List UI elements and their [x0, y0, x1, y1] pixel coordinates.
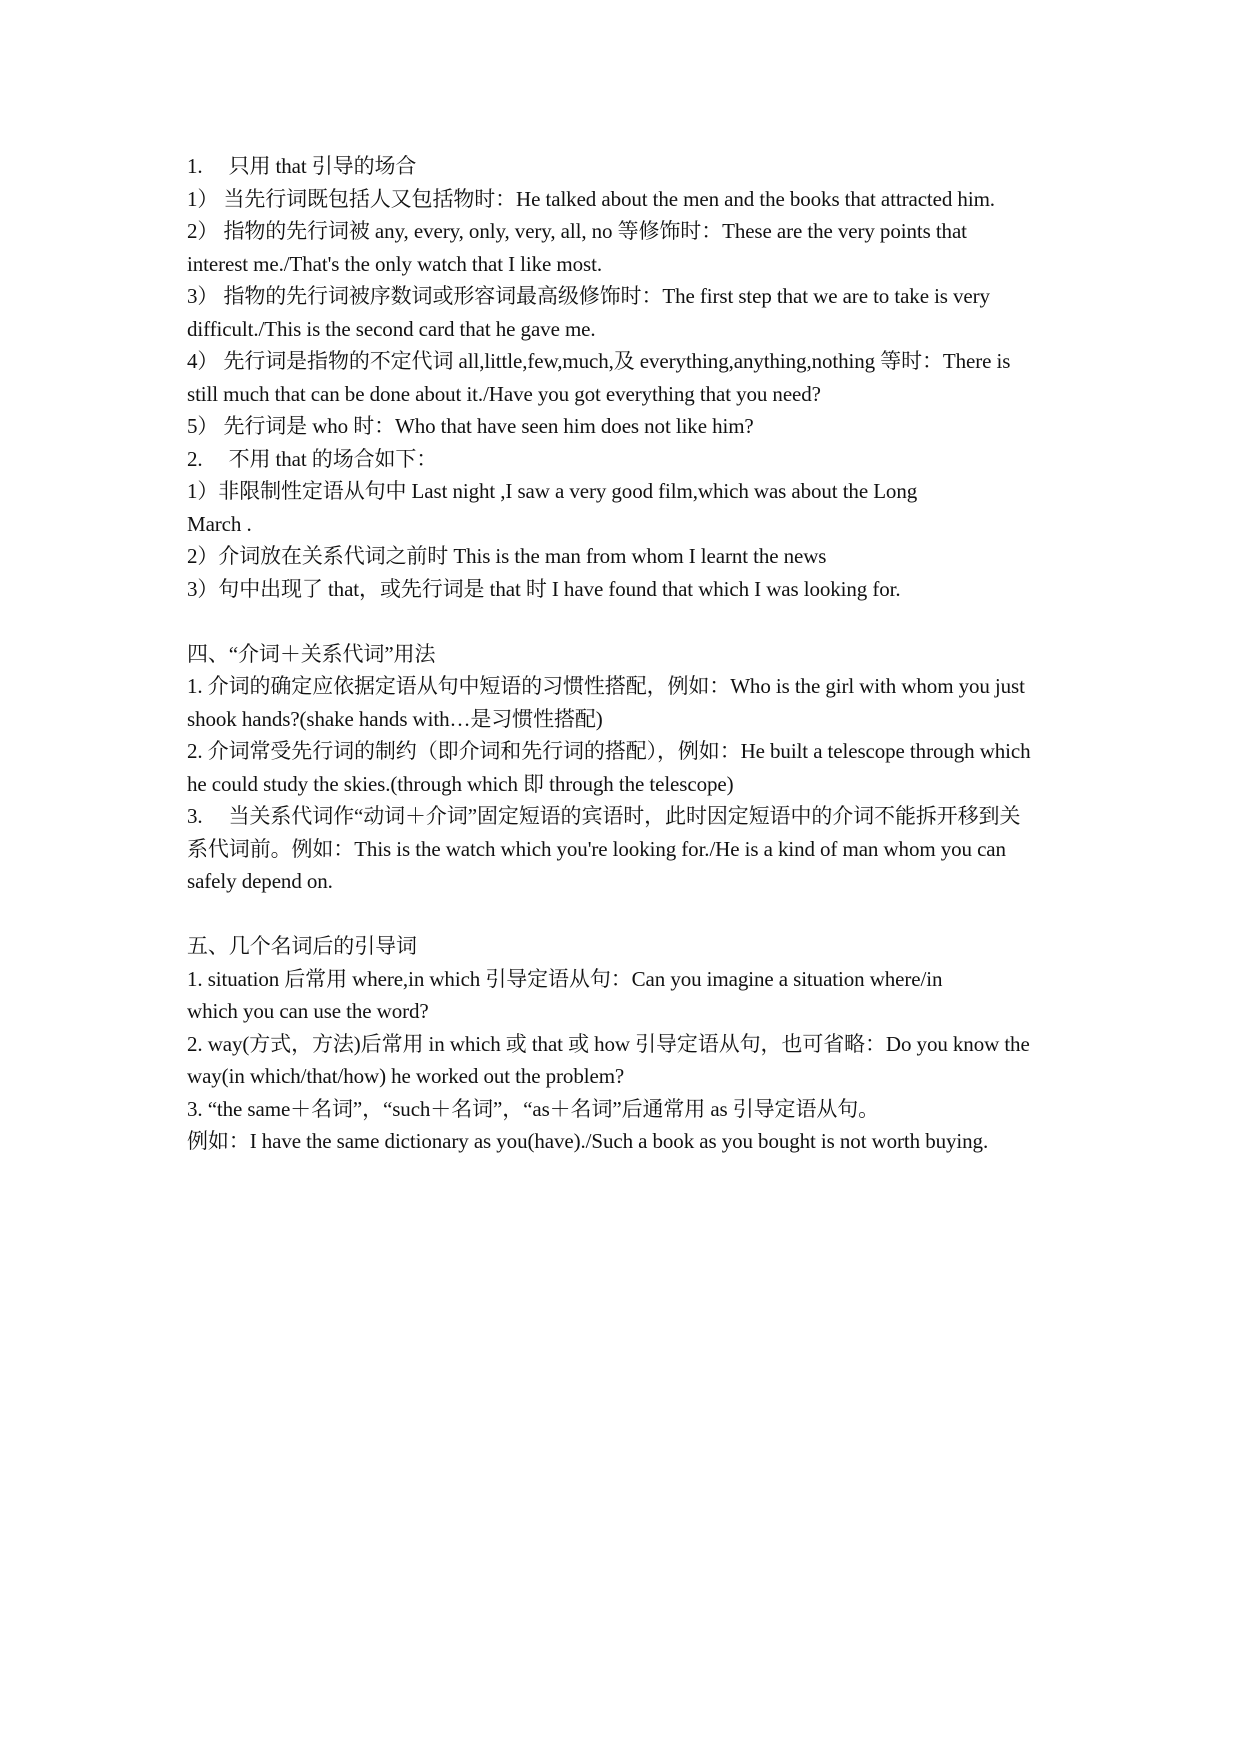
rule-1-3: 3） 指物的先行词被序数词或形容词最高级修饰时：The first step that we are to take is very [187, 284, 990, 308]
rule-1-4-cont: still much that can be done about it./Have you got everything that you need? [187, 381, 821, 406]
rule-2-1-cont: March . [187, 511, 252, 536]
section-4-item-3-cont-2: safely depend on. [187, 869, 333, 893]
rule-1-1: 1） 当先行词既包括人又包括物时：He talked about the men and the books that attracted him. [187, 186, 995, 211]
rule-2-1: 1）非限制性定语从句中 Last night ,I saw a very good film,which was about the Long [187, 479, 918, 503]
rule-1-4: 4） 先行词是指物的不定代词 all,little,few,much,及 everything,anything,nothing 等时：There is [187, 349, 1011, 373]
document-body [187, 150, 1067, 1158]
paragraph-gap [187, 898, 1067, 931]
paragraph-gap [187, 605, 1067, 638]
section-4-item-3: 3. 当关系代词作“动词＋介词”固定短语的宾语时，此时因定短语中的介词不能拆开移到关 [187, 804, 1021, 828]
section-5-item-1-cont: which you can use the word? [187, 999, 429, 1023]
section-5-item-2: 2. way(方式，方法)后常用 in which 或 that 或 how 引导定语从句，也可省略：Do you know the [187, 1031, 1030, 1056]
section-4-item-1: 1. 介词的确定应依据定语从句中短语的习惯性搭配，例如：Who is the girl with whom you just [187, 674, 1025, 698]
rule-1-3-cont: difficult./This is the second card that he gave me. [187, 316, 596, 341]
section-5-example: 例如：I have the same dictionary as you(have)./Such a book as you bought is not worth buying. [187, 1129, 989, 1153]
rule-2-3: 3）句中出现了 that，或先行词是 that 时 I have found that which I was looking for. [187, 576, 901, 601]
section-5-heading: 五、几个名词后的引导词 [187, 934, 417, 958]
rule-2-2: 2）介词放在关系代词之前时 This is the man from whom I learnt the news [187, 544, 827, 568]
section-4-item-2: 2. 介词常受先行词的制约（即介词和先行词的搭配），例如：He built a telescope through which [187, 739, 1031, 763]
section-5-item-3: 3. “the same＋名词”，“such＋名词”，“as＋名词”后通常用 as 引导定语从句。 [187, 1096, 880, 1121]
rule-1-5: 5） 先行词是 who 时：Who that have seen him does not like him? [187, 414, 754, 438]
rule-1-2: 2） 指物的先行词被 any, every, only, very, all, no 等修饰时：These are the very points that [187, 219, 967, 243]
section-5-item-2-cont: way(in which/that/how) he worked out the problem? [187, 1064, 625, 1088]
heading-2-no-that: 2. 不用 that 的场合如下： [187, 446, 438, 471]
section-4-item-3-cont: 系代词前。例如：This is the watch which you're looking for./He is a kind of man whom you can [187, 836, 1006, 861]
section-5-item-1: 1. situation 后常用 where,in which 引导定语从句：Can you imagine a situation where/in [187, 966, 943, 991]
heading-1-only-that: 1. 只用 that 引导的场合 [187, 154, 417, 178]
rule-1-2-cont: interest me./That's the only watch that I like most. [187, 251, 602, 276]
section-4-item-1-cont: shook hands?(shake hands with…是习惯性搭配) [187, 706, 603, 731]
section-4-heading: 四、“介词＋关系代词”用法 [187, 641, 436, 666]
section-4-item-2-cont: he could study the skies.(through which 即 through the telescope) [187, 771, 734, 796]
